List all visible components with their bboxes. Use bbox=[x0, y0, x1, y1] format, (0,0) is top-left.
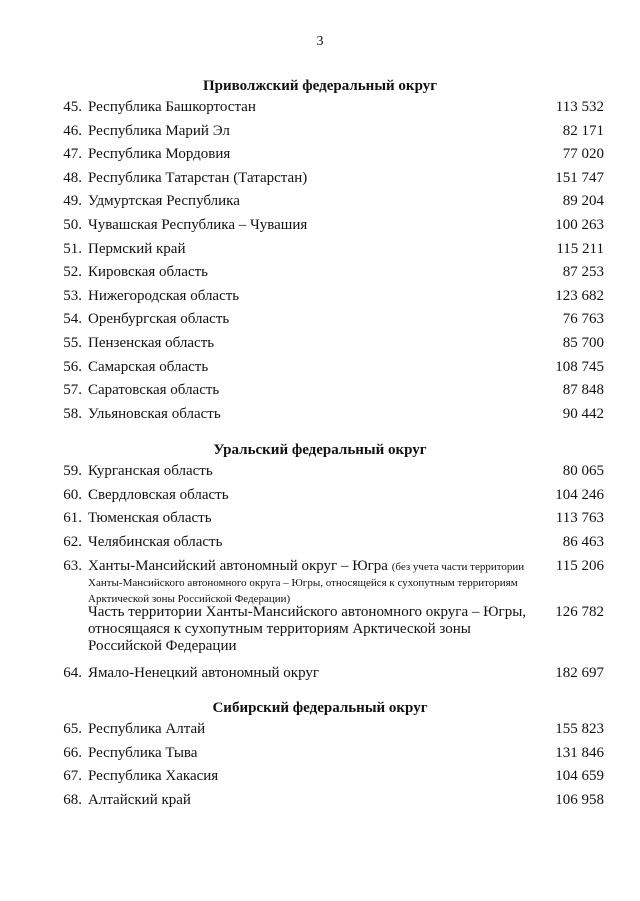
region-name: Республика Мордовия bbox=[88, 146, 231, 163]
region-value: 87 253 bbox=[562, 264, 604, 281]
row-number: 61. bbox=[63, 510, 82, 527]
region-name: Республика Татарстан (Татарстан) bbox=[88, 169, 308, 186]
region-value: 77 020 bbox=[562, 146, 604, 163]
region-name: Пермский край bbox=[88, 240, 186, 257]
row-number: 51. bbox=[63, 240, 82, 257]
region-name: Курганская область bbox=[88, 463, 213, 479]
table-row bbox=[0, 718, 640, 742]
section-siberia bbox=[0, 698, 640, 812]
section-title: Приволжский федеральный округ bbox=[202, 78, 438, 94]
region-name: Челябинская область bbox=[88, 533, 223, 550]
region-name: Удмуртская Республика bbox=[88, 193, 240, 210]
region-value: 85 700 bbox=[562, 334, 604, 351]
table-row bbox=[0, 554, 640, 606]
region-value: 100 263 bbox=[555, 216, 604, 233]
region-note: (без учета части территории Ханты-Мансийского автономного округа – Югры, относящейся к сухопутным территориям Арктической зоны Российской Федерации) bbox=[88, 561, 525, 606]
table-row bbox=[0, 143, 640, 167]
row-number: 68. bbox=[63, 791, 82, 808]
table-row bbox=[0, 214, 640, 238]
row-number: 54. bbox=[63, 311, 82, 328]
region-name: Республика Хакасия bbox=[88, 768, 219, 785]
region-value: 113 763 bbox=[555, 510, 604, 527]
region-value: 106 958 bbox=[555, 791, 604, 808]
region-value: 76 763 bbox=[562, 311, 604, 328]
row-number: 45. bbox=[63, 99, 82, 115]
section-ural bbox=[0, 440, 640, 686]
table-row bbox=[0, 332, 640, 356]
table-row bbox=[0, 261, 640, 285]
region-name: Часть территории Ханты-Мансийского автономного округа – Югры, относящаяся к сухопутным территориям Арктической зоны Российской Федерации bbox=[88, 604, 527, 655]
region-value: 86 463 bbox=[562, 533, 604, 550]
region-value: 115 211 bbox=[556, 240, 604, 257]
section-title: Уральский федеральный округ bbox=[213, 442, 427, 458]
region-name: Саратовская область bbox=[88, 382, 220, 399]
region-value: 87 848 bbox=[562, 382, 604, 399]
row-number: 52. bbox=[63, 264, 82, 281]
region-list bbox=[0, 460, 640, 686]
row-number: 65. bbox=[63, 721, 82, 737]
row-number: 53. bbox=[63, 287, 82, 304]
region-value: 80 065 bbox=[562, 463, 604, 479]
row-number: 48. bbox=[63, 169, 82, 186]
region-name: Чувашская Республика – Чувашия bbox=[88, 216, 308, 233]
row-number: 49. bbox=[63, 193, 82, 210]
region-name: Нижегородская область bbox=[88, 287, 240, 304]
row-number: 63. bbox=[63, 558, 82, 575]
region-list bbox=[0, 96, 640, 426]
table-row bbox=[0, 662, 640, 686]
table-row bbox=[0, 285, 640, 309]
row-number: 64. bbox=[63, 665, 82, 682]
table-row bbox=[0, 403, 640, 427]
region-name: Республика Тыва bbox=[88, 744, 198, 761]
region-value: 131 846 bbox=[555, 744, 604, 761]
row-number: 57. bbox=[63, 382, 82, 399]
region-name: Алтайский край bbox=[88, 791, 191, 808]
region-value: 108 745 bbox=[555, 358, 604, 375]
table-row bbox=[0, 167, 640, 191]
table-row bbox=[0, 460, 640, 484]
region-name: Кировская область bbox=[88, 264, 209, 281]
row-number: 66. bbox=[63, 744, 82, 761]
region-name: Ульяновская область bbox=[88, 405, 221, 422]
row-number: 58. bbox=[63, 405, 82, 422]
region-name: Тюменская область bbox=[88, 510, 212, 527]
region-name: Пензенская область bbox=[88, 334, 215, 351]
row-number: 59. bbox=[63, 463, 82, 479]
region-value: 113 532 bbox=[555, 99, 604, 115]
region-value: 115 206 bbox=[555, 558, 604, 575]
region-name: Самарская область bbox=[88, 358, 209, 375]
region-value: 182 697 bbox=[555, 665, 604, 682]
region-value: 155 823 bbox=[555, 721, 604, 737]
region-value: 82 171 bbox=[562, 122, 604, 139]
row-number: 47. bbox=[63, 146, 82, 163]
table-row bbox=[0, 356, 640, 380]
region-name: Свердловская область bbox=[88, 486, 229, 503]
section-volga bbox=[0, 76, 640, 426]
row-number: 62. bbox=[63, 533, 82, 550]
row-number: 60. bbox=[63, 486, 82, 503]
region-value: 151 747 bbox=[555, 169, 604, 186]
row-number: 67. bbox=[63, 768, 82, 785]
table-row bbox=[0, 789, 640, 813]
table-row bbox=[0, 742, 640, 766]
table-row bbox=[0, 484, 640, 508]
table-row bbox=[0, 190, 640, 214]
table-row bbox=[0, 765, 640, 789]
table-row bbox=[0, 96, 640, 120]
region-value: 126 782 bbox=[555, 604, 604, 621]
table-row bbox=[0, 379, 640, 403]
region-name: Республика Марий Эл bbox=[88, 122, 230, 139]
row-number: 46. bbox=[63, 122, 82, 139]
region-value: 90 442 bbox=[562, 405, 604, 422]
table-row bbox=[0, 602, 640, 662]
page-number: 3 bbox=[316, 34, 324, 49]
region-name: Республика Башкортостан bbox=[88, 99, 256, 115]
table-row bbox=[0, 120, 640, 144]
table-row bbox=[0, 308, 640, 332]
table-row bbox=[0, 531, 640, 555]
table-row bbox=[0, 238, 640, 262]
region-value: 89 204 bbox=[562, 193, 604, 210]
region-name-cell bbox=[88, 554, 538, 606]
region-list bbox=[0, 718, 640, 812]
region-name: Оренбургская область bbox=[88, 311, 230, 328]
region-name: Республика Алтай bbox=[88, 721, 206, 737]
table-row bbox=[0, 507, 640, 531]
row-number: 55. bbox=[63, 334, 82, 351]
region-value: 104 246 bbox=[555, 486, 604, 503]
region-value: 123 682 bbox=[555, 287, 604, 304]
section-title: Сибирский федеральный округ bbox=[212, 700, 428, 716]
row-number: 56. bbox=[63, 358, 82, 375]
region-value: 104 659 bbox=[555, 768, 604, 785]
region-name: Ханты-Мансийский автономный округ – Югра bbox=[88, 558, 388, 575]
region-name: Ямало-Ненецкий автономный округ bbox=[88, 665, 320, 682]
row-number: 50. bbox=[63, 216, 82, 233]
